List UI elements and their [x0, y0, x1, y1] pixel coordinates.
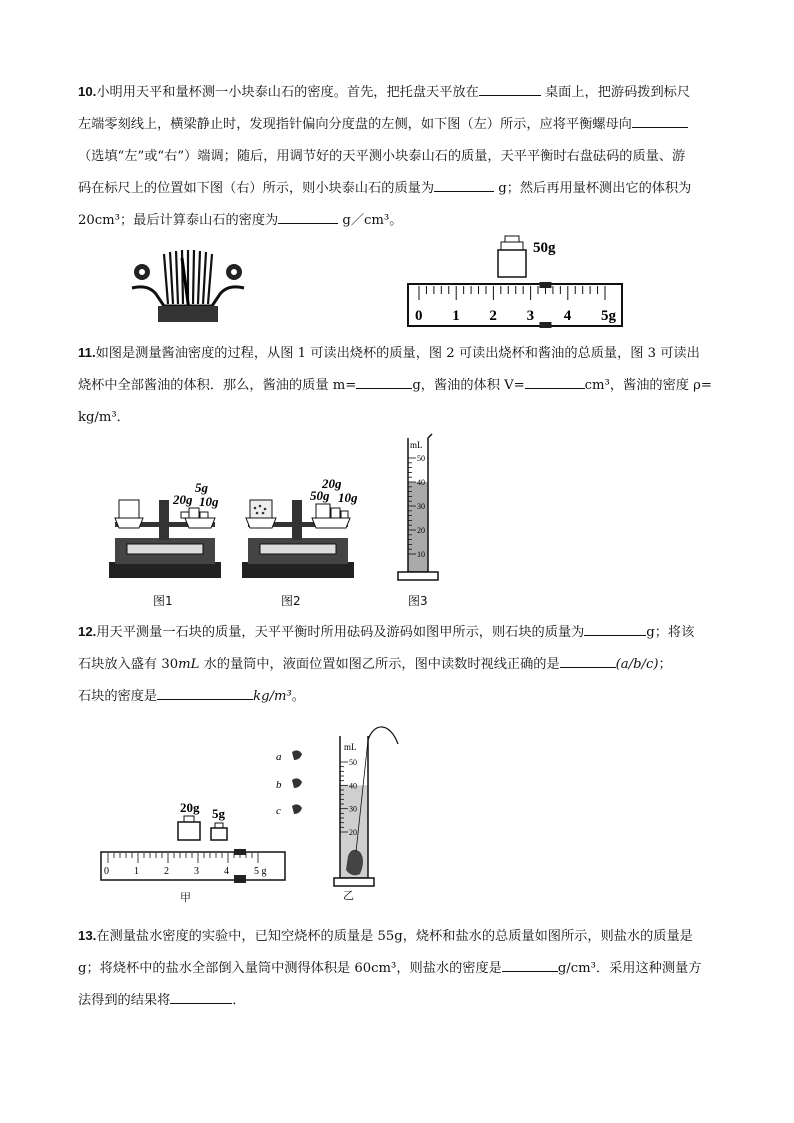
q10-number: 10. [78, 84, 97, 99]
q12-blank-2[interactable] [560, 653, 616, 668]
q13-text: g/cm³．采用这种测量方 [557, 961, 702, 976]
rider-bottom [234, 875, 246, 883]
q11-balance-fig2 [238, 476, 358, 582]
question-12 [78, 616, 718, 713]
q12-text: 石块放入盛有 30 [78, 657, 179, 672]
q12-cap-jia: 甲 [180, 891, 191, 904]
weight-50g-icon [498, 236, 526, 277]
base-block [158, 306, 218, 322]
weight-icon [341, 511, 348, 518]
q10-line-1 [78, 76, 718, 109]
view-a-label: a [276, 751, 282, 763]
q11-line-3 [78, 402, 718, 434]
ruler-tick-label: 5g [601, 308, 616, 324]
fig1-weight-c: 10g [199, 494, 219, 509]
weight-20g-label: 20g [180, 800, 200, 815]
q10-line-2 [78, 109, 718, 141]
q13-blank-1[interactable] [502, 957, 558, 972]
q12-options: (a/b/c) [615, 657, 659, 672]
q10-text: 左端零刻线上，横梁静止时，发现指针偏向分度盘的左侧，如下图（左）所示，应将平衡螺母向 [78, 117, 632, 132]
q13-text: ． [232, 993, 246, 1008]
q11-line-2 [78, 370, 718, 402]
weight-icon [189, 508, 199, 518]
weight-icon [200, 512, 208, 518]
q10-text: 码在标尺上的位置如下图（右）所示，则小块泰山石的质量为 [78, 181, 435, 196]
q10-text: 20cm³；最后计算泰山石的密度为 [78, 213, 279, 228]
ruler-tick-label: 3 [194, 866, 199, 877]
weight-20g-icon [178, 816, 200, 840]
eye-a-icon [292, 750, 302, 760]
q13-line-1 [78, 920, 718, 953]
q11-blank-1[interactable] [356, 374, 412, 389]
q10-line-3 [78, 141, 718, 173]
weight-label: 50g [533, 240, 556, 256]
cylinder-tick-label: 40 [417, 478, 425, 487]
q11-text: 如图是测量酱油密度的过程，从图 1 可读出烧杯的质量，图 2 可读出烧杯和酱油的总质量，图 3 可读出 [95, 346, 700, 361]
q11-balance-fig1 [105, 478, 225, 582]
q12-unit: kg/m³ [253, 689, 292, 704]
ruler-tick-label: 1 [134, 866, 139, 877]
ruler-tick-label: 0 [415, 308, 423, 324]
cylinder-tick-label: 50 [417, 454, 425, 463]
eye-b-icon [292, 778, 302, 788]
weight-icon [316, 504, 330, 518]
fig2-weight-b: 50g [310, 488, 330, 503]
q12-line-3 [78, 681, 718, 713]
ruler-tick-label: 2 [164, 866, 169, 877]
q11-text: g，酱油的体积 V= [412, 378, 525, 393]
q11-number: 11. [78, 345, 96, 360]
cylinder-tick-label: 40 [349, 781, 357, 791]
q10-text: 小明用天平和量杯测一小块泰山石的密度。首先，把托盘天平放在 [96, 85, 479, 100]
view-c-label: c [276, 805, 281, 817]
weight-5g-icon [211, 823, 227, 840]
rider-top [234, 849, 246, 855]
weight-icon [331, 508, 340, 518]
cylinder-tick-label: 20 [417, 526, 425, 535]
q11-line-1 [78, 337, 718, 370]
q10-text: g；然后再用量杯测出它的体积为 [494, 181, 692, 196]
weight-5g-label: 5g [212, 806, 225, 821]
q13-text: 法得到的结果将 [78, 993, 171, 1008]
q10-ruler-figure [405, 232, 625, 332]
eye-c-icon [292, 804, 302, 814]
q11-blank-2[interactable] [525, 374, 585, 389]
cylinder-unit: mL [344, 742, 357, 752]
ruler-tick-label: 1 [452, 308, 460, 324]
q12-blank-1[interactable] [584, 621, 646, 636]
q11-text: kg/m³． [78, 410, 130, 425]
rider-bottom [539, 322, 551, 328]
q11-fig2-caption: 图2 [281, 594, 301, 608]
q12-number: 12. [78, 624, 97, 639]
ruler-tick-label: 5 g [254, 866, 267, 877]
fig2-weight-a: 20g [322, 476, 342, 491]
q12-unit: mL [178, 657, 200, 672]
q12-cap-yi: 乙 [343, 889, 354, 902]
q10-blank-3[interactable] [434, 177, 494, 192]
q10-blank-4[interactable] [278, 209, 338, 224]
q12-text: 石块的密度是 [78, 689, 158, 704]
q12-yi-figure [270, 722, 410, 892]
q12-text: g；将该 [646, 625, 695, 640]
q10-pointer-plate-figure [128, 248, 248, 330]
q11-text: 烧杯中全部酱油的体积．那么，酱油的质量 m= [78, 378, 357, 393]
q11-fig1-caption: 图1 [153, 594, 173, 608]
cylinder-tick-label: 30 [349, 804, 357, 814]
ruler-tick-label: 0 [104, 866, 109, 877]
q13-number: 13. [78, 928, 97, 943]
weight-icon [181, 512, 189, 518]
ruler-tick-label: 4 [224, 866, 229, 877]
q11-fig3-caption: 图3 [408, 594, 428, 608]
cylinder-tick-label: 20 [349, 828, 357, 837]
view-b-label: b [276, 779, 282, 791]
q10-blank-1[interactable] [479, 81, 541, 96]
q13-text: g；将烧杯中的盐水全部倒入量筒中测得体积是 60cm³，则盐水的密度是 [78, 961, 502, 976]
q10-blank-2[interactable] [632, 113, 688, 128]
q10-text: g／cm³。 [338, 213, 403, 228]
q11-text: cm³，酱油的密度 ρ= [584, 378, 712, 393]
q11-cylinder-fig3 [396, 432, 446, 584]
rider-top [539, 282, 551, 288]
q13-blank-2[interactable] [170, 989, 232, 1004]
q13-line-2 [78, 953, 718, 985]
q12-jia-figure [98, 796, 288, 886]
q12-blank-3[interactable] [157, 685, 253, 700]
q10-text: 桌面上，把游码拨到标尺 [540, 85, 691, 100]
cylinder-unit: mL [410, 440, 423, 450]
q12-text: 水的量筒中，液面位置如图乙所示，图中读数时视线正确的是 [199, 657, 560, 672]
string [368, 727, 398, 744]
fig1-weight-a: 5g [195, 480, 208, 495]
q10-text: （选填“左”或“右”）端调；随后，用调节好的天平测小块泰山石的质量，天平平衡时右盘砝码的质量、游 [78, 149, 686, 164]
q12-text: 用天平测量一石块的质量，天平平衡时所用砝码及游码如图甲所示，则石块的质量为 [96, 625, 585, 640]
q12-text: 。 [291, 689, 305, 704]
q13-line-3 [78, 985, 718, 1017]
question-13 [78, 920, 718, 1017]
fig1-weight-b: 20g [173, 492, 193, 507]
ruler-tick-label: 3 [526, 308, 535, 324]
q12-line-1 [78, 616, 718, 649]
ruler-tick-label: 4 [563, 308, 572, 324]
q12-text: ； [658, 657, 672, 672]
question-10 [78, 76, 718, 237]
q10-line-4 [78, 173, 718, 205]
cylinder-tick-label: 10 [417, 550, 425, 559]
fig2-weight-c: 10g [338, 490, 358, 505]
ruler-tick-label: 2 [489, 308, 497, 324]
question-11 [78, 337, 718, 434]
cylinder-tick-label: 30 [417, 502, 425, 511]
cylinder-tick-label: 50 [349, 758, 357, 767]
q13-text: 在测量盐水密度的实验中，已知空烧杯的质量是 55g，烧杯和盐水的总质量如图所示，则盐水的质量是 [96, 929, 693, 944]
q12-line-2 [78, 649, 718, 681]
